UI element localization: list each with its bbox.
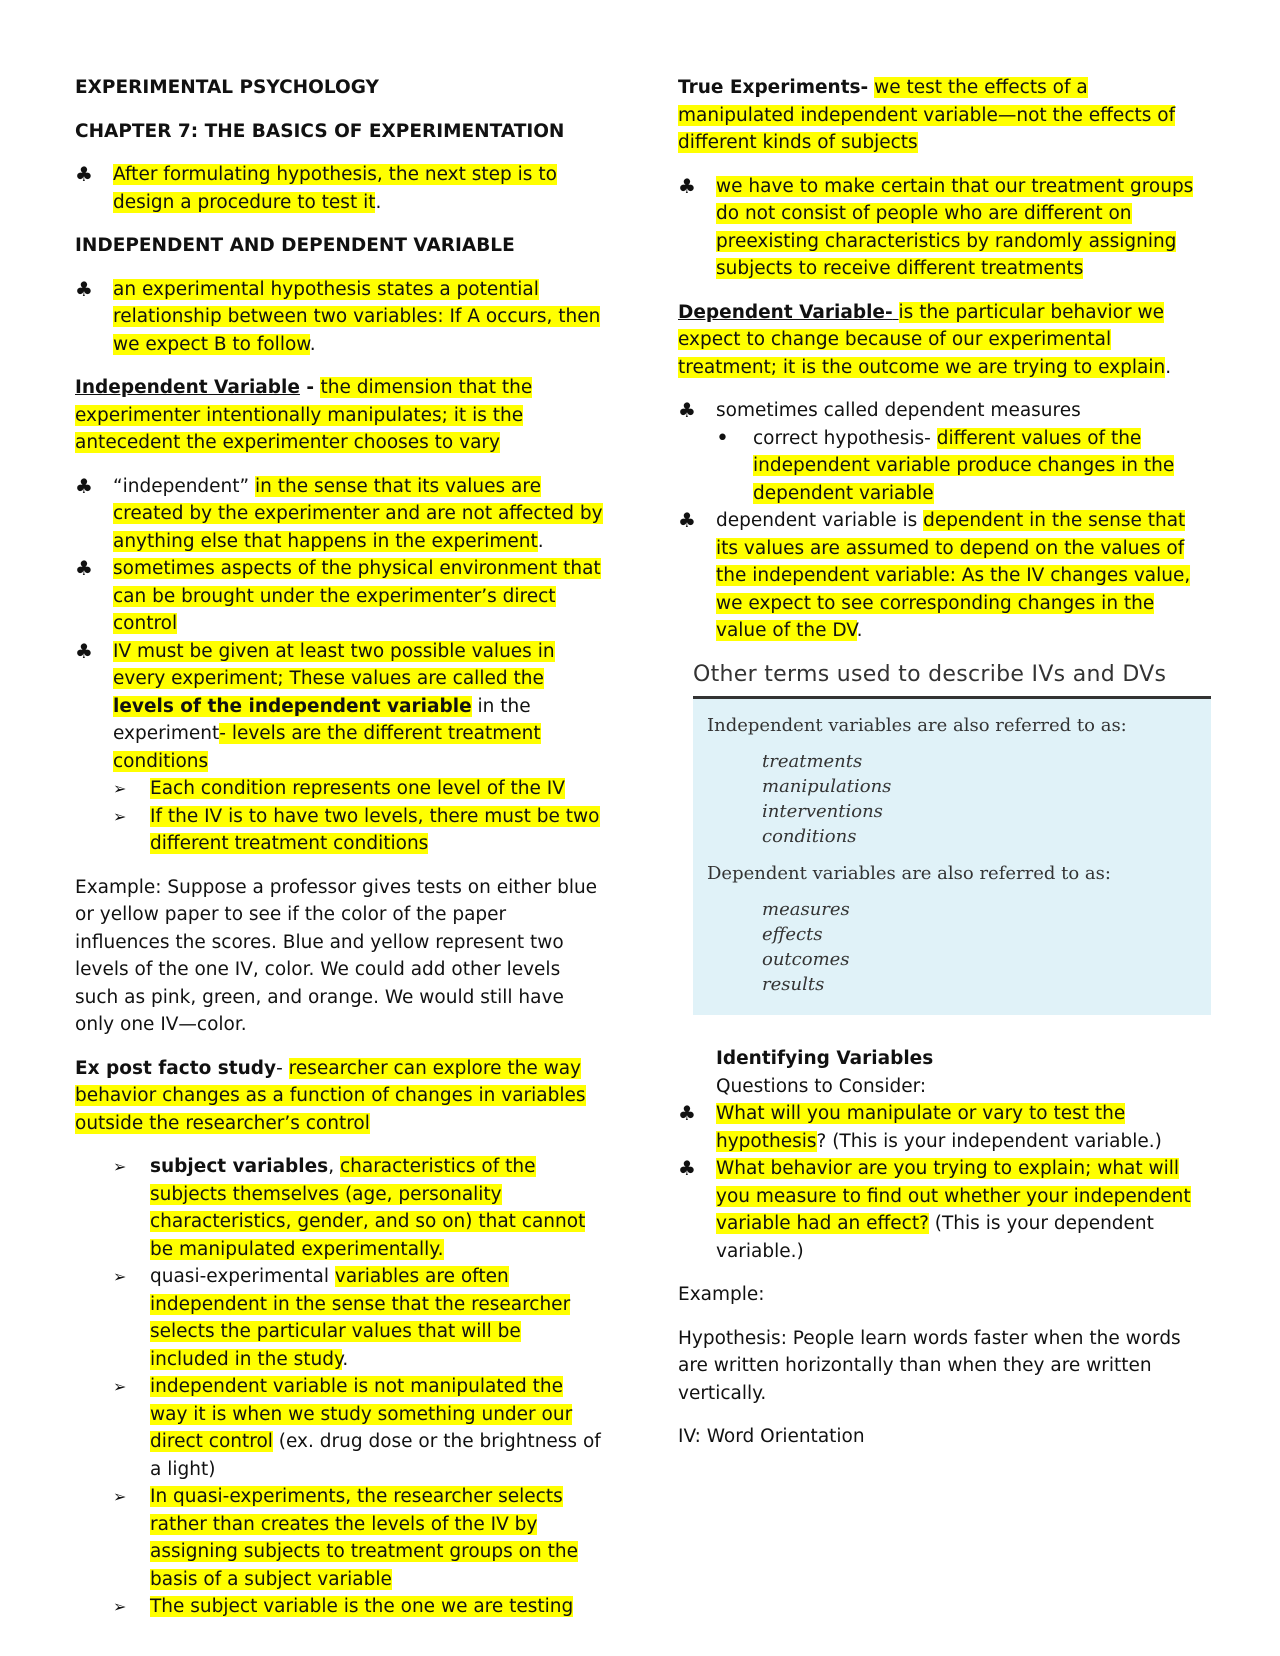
hypothesis-example: Hypothesis: People learn words faster when the words are written horizontally than when they are written vertically. xyxy=(678,1327,1181,1404)
iv-term-item: treatments xyxy=(762,751,863,772)
dv-bullet-dependent: ♣ dependent variable is dependent in the sense that its values are assumed to depend on the values of the independent variable: As the IV changes value, we expect to see corresponding changes in the value of the DV. xyxy=(678,507,1208,645)
iv-terms-list xyxy=(762,749,1197,849)
questions-list xyxy=(678,1100,1208,1265)
ex-post-facto-list xyxy=(75,1153,605,1621)
left-column xyxy=(75,74,605,1637)
intro-list xyxy=(75,161,605,216)
iv-def-text: the dimension that the experimenter intentionally manipulates; it is the antecedent the experimenter chooses to vary xyxy=(75,377,533,453)
epf-arrow-quasi: ➢ quasi-experimental variables are often independent in the sense that the researcher selects the particular values that will be included in the study. xyxy=(75,1263,605,1373)
hypothesis-bullet: ♣ an experimental hypothesis states a potential relationship between two variables: If A occurs, then we expect B to follow. xyxy=(75,276,605,359)
terms-box xyxy=(693,696,1211,1015)
iv-term-item: manipulations xyxy=(762,776,892,797)
iv-definition: Independent Variable - the dimension that the experimenter intentionally manipulates; it is the antecedent the experimenter chooses to vary xyxy=(75,377,533,453)
epf-arrow-not-manipulated: ➢ independent variable is not manipulated the way it is when we study something under our direct control (ex. drug dose or the brightness of a light) xyxy=(75,1373,605,1483)
levels-arrow-1: ➢ Each condition represents one level of the IV xyxy=(75,775,605,803)
iv-terms-heading: Independent variables are also referred to as: xyxy=(707,715,1127,736)
dv-terms-list xyxy=(762,897,1197,997)
epf-arrow-testing: ➢ The subject variable is the one we are testing xyxy=(75,1593,605,1621)
terms-box-title: Other terms used to describe IVs and DVs xyxy=(693,661,1167,687)
ivdv-heading: INDEPENDENT AND DEPENDENT VARIABLE xyxy=(75,235,515,256)
dv-terms-heading: Dependent variables are also referred to as: xyxy=(707,863,1111,884)
iv-bullet-independent: ♣ “independent” in the sense that its values are created by the experimenter and are not affected by anything else that happens in the experiment. xyxy=(75,473,605,556)
iv-bullet-levels: ♣ IV must be given at least two possible values in every experiment; These values are called the levels of the independent variable in the experiment- levels are the different treatment conditions ➢ Each condition represents one level of the IV ➢ If the IV is to have two levels, there must be two different treatment conditions xyxy=(75,638,605,858)
dv-dot-hypothesis: • correct hypothesis- different values of the independent variable produce changes in the dependent variable xyxy=(678,425,1208,508)
epf-term: Ex post facto study xyxy=(75,1057,277,1079)
chapter-title: CHAPTER 7: THE BASICS OF EXPERIMENTATION xyxy=(75,120,565,142)
question-dv: ♣ What behavior are you trying to explain; what will you measure to find out whether your independent variable had an effect? (This is your dependent variable.) xyxy=(678,1155,1208,1265)
true-experiments-list xyxy=(678,173,1208,283)
dv-term-item: measures xyxy=(762,899,850,920)
questions-subheading: Questions to Consider: xyxy=(716,1075,927,1097)
document-title: EXPERIMENTAL PSYCHOLOGY xyxy=(75,77,379,98)
iv-bullet-environment: ♣ sometimes aspects of the physical environment that can be brought under the experimenter’s direct control xyxy=(75,555,605,638)
hypothesis-list xyxy=(75,276,605,359)
levels-arrow-2: ➢ If the IV is to have two levels, there must be two different treatment conditions xyxy=(75,803,605,858)
epf-arrow-quasi-experiments: ➢ In quasi-experiments, the researcher selects rather than creates the levels of the IV by assigning subjects to treatment groups on the basis of a subject variable xyxy=(75,1483,605,1593)
color-example: Example: Suppose a professor gives tests on either blue or yellow paper to see if the color of the paper influences the scores. Blue and yellow represent two levels of the one IV, color. We could add other levels such as pink, green, and orange. We would still have only one IV—color. xyxy=(75,876,598,1035)
iv-example: IV: Word Orientation xyxy=(678,1426,865,1447)
example-label: Example: xyxy=(678,1284,765,1305)
right-column xyxy=(678,74,1208,1467)
identifying-variables-heading: Identifying Variables xyxy=(716,1048,934,1069)
epf-arrow-subject-variables: ➢ subject variables, characteristics of the subjects themselves (age, personality characteristics, gender, and so on) that cannot be manipulated experimentally. xyxy=(75,1153,605,1263)
true-experiments-definition: True Experiments- we test the effects of a manipulated independent variable—not the effects of different kinds of subjects xyxy=(678,77,1176,153)
te-term: True Experiments- xyxy=(678,77,869,98)
dv-bullet-list xyxy=(678,397,1208,645)
iv-term-item: conditions xyxy=(762,826,857,847)
dv-sublist xyxy=(678,425,1208,508)
ex-post-facto-definition: Ex post facto study- researcher can explore the way behavior changes as a function of changes in variables outside the researcher’s control xyxy=(75,1057,586,1134)
dv-term: Dependent Variable- xyxy=(678,301,893,323)
question-iv: ♣ What will you manipulate or vary to test the hypothesis? (This is your independent variable.) xyxy=(678,1100,1208,1155)
levels-sublist xyxy=(75,775,605,858)
intro-bullet: ♣ After formulating hypothesis, the next step is to design a procedure to test it. xyxy=(75,161,605,216)
dv-term-item: effects xyxy=(762,924,823,945)
dv-term-item: outcomes xyxy=(762,949,850,970)
te-bullet: ♣ we have to make certain that our treatment groups do not consist of people who are different on preexisting characteristics by randomly assigning subjects to receive different treatments xyxy=(678,173,1208,283)
dv-term-item: results xyxy=(762,974,825,995)
dv-definition: Dependent Variable- is the particular behavior we expect to change because of our experimental treatment; it is the outcome we are trying to explain. xyxy=(678,301,1172,378)
iv-bullet-list xyxy=(75,473,605,858)
dv-bullet-measures: ♣ sometimes called dependent measures • correct hypothesis- different values of the independent variable produce changes in the dependent variable xyxy=(678,397,1208,507)
iv-term: Independent Variable xyxy=(75,377,300,398)
iv-term-item: interventions xyxy=(762,801,883,822)
